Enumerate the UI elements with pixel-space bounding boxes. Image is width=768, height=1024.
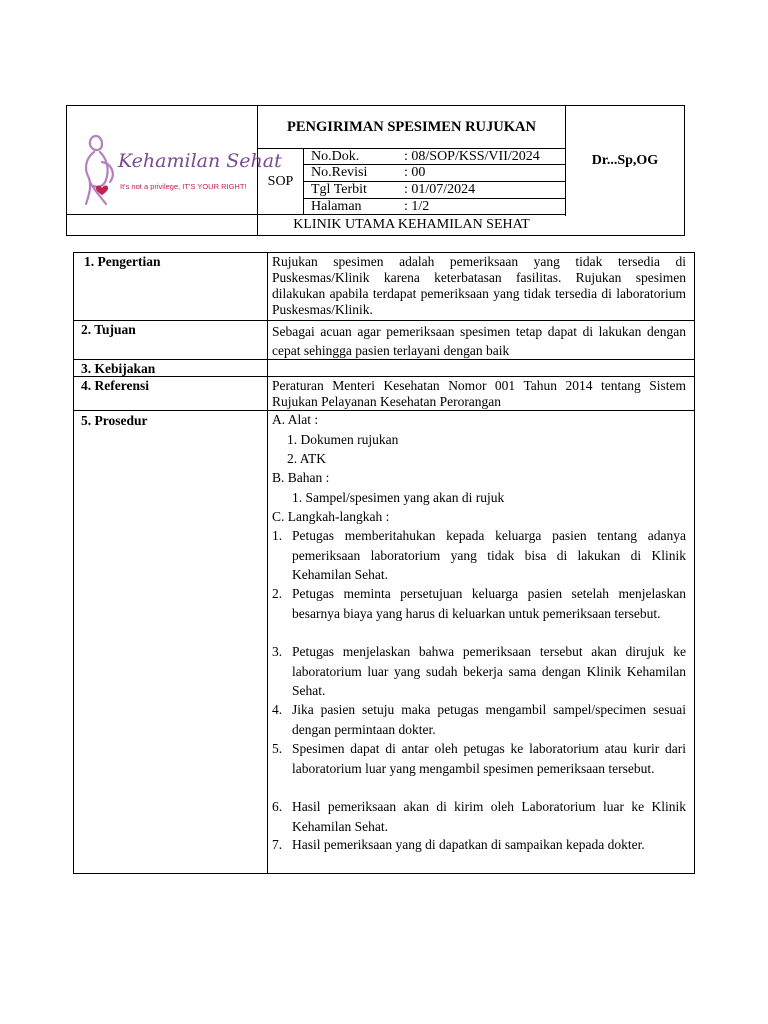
meta-value: : 08/SOP/KSS/VII/2024 xyxy=(404,149,540,164)
list-item xyxy=(272,739,686,778)
step-text: Jika pasien setuju maka petugas mengambil sampel/specimen sesuai dengan permintaan dokter. xyxy=(292,702,686,737)
step-number: 4. xyxy=(272,702,283,717)
list-item xyxy=(272,835,686,855)
list-item xyxy=(272,797,686,836)
step-text: Petugas meminta persetujuan keluarga pasien setelah menjelaskan besarnya biaya yang harus di keluarkan untuk pemeriksaan tersebut. xyxy=(292,586,686,621)
alat-heading: A. Alat : xyxy=(272,412,319,427)
sop-label: SOP xyxy=(267,173,294,189)
section-label-kebijakan: 3. Kebijakan xyxy=(81,361,156,376)
list-item xyxy=(272,700,686,739)
logo-brand: Kehamilan Sehat xyxy=(118,150,282,172)
step-text: Hasil pemeriksaan yang di dapatkan di sampaikan kepada dokter. xyxy=(292,837,645,852)
section-label-referensi: 4. Referensi xyxy=(81,378,149,393)
step-number: 1. xyxy=(272,528,283,543)
meta-value: : 00 xyxy=(404,165,426,180)
meta-key: Halaman xyxy=(311,199,362,214)
list-item: 1. Sampel/spesimen yang akan di rujuk xyxy=(292,490,505,505)
bahan-heading: B. Bahan : xyxy=(272,470,330,485)
list-item xyxy=(272,584,686,623)
section-text-referensi: Peraturan Menteri Kesehatan Nomor 001 Tahun 2014 tentang Sistem Rujukan Pelayanan Kesehatan Perorangan xyxy=(272,378,686,409)
logo-tagline: It's not a privilege, IT'S YOUR RIGHT! xyxy=(120,182,247,191)
step-text: Petugas menjelaskan bahwa pemeriksaan tersebut akan dirujuk ke laboratorium luar yang sudah bekerja sama dengan Klinik Kehamilan Sehat. xyxy=(292,644,686,698)
step-text: Petugas memberitahukan kepada keluarga pasien tentang adanya pemeriksaan laboratorium yang tidak bisa di lakukan di Klinik Kehamilan Sehat. xyxy=(292,528,686,582)
section-text-pengertian: Rujukan spesimen adalah pemeriksaan yang tidak tersedia di Puskesmas/Klinik karena keterbatasan fasilitas. Rujukan spesimen dilakukan apabila terdapat pemeriksaan yang tidak tersedia di laboratorium Puskesmas/Klinik. xyxy=(272,254,686,317)
section-label-pengertian: 1. Pengertian xyxy=(84,254,161,269)
step-text: Hasil pemeriksaan akan di kirim oleh Laboratorium luar ke Klinik Kehamilan Sehat. xyxy=(292,799,686,834)
section-label-prosedur: 5. Prosedur xyxy=(81,413,148,428)
step-number: 2. xyxy=(272,586,283,601)
list-item xyxy=(272,642,686,701)
step-number: 7. xyxy=(272,837,283,852)
meta-key: No.Dok. xyxy=(311,149,360,164)
clinic-name: KLINIK UTAMA KEHAMILAN SEHAT xyxy=(293,217,530,232)
meta-value: : 01/07/2024 xyxy=(404,182,476,197)
doctor-name: Dr...Sp,OG xyxy=(591,152,659,168)
document-title: PENGIRIMAN SPESIMEN RUJUKAN xyxy=(287,118,536,135)
meta-key: No.Revisi xyxy=(311,165,368,180)
langkah-heading: C. Langkah-langkah : xyxy=(272,509,390,524)
step-number: 6. xyxy=(272,799,283,814)
list-item: 1. Dokumen rujukan xyxy=(287,432,399,447)
section-text-tujuan: Sebagai acuan agar pemeriksaan spesimen tetap dapat di lakukan dengan cepat sehingga pasien terlayani dengan baik xyxy=(272,324,686,358)
meta-value: : 1/2 xyxy=(404,199,430,214)
step-number: 3. xyxy=(272,644,283,659)
section-label-tujuan: 2. Tujuan xyxy=(81,322,136,337)
step-text: Spesimen dapat di antar oleh petugas ke laboratorium atau kurir dari laboratorium luar yang mengambil spesimen pemeriksaan tersebut. xyxy=(292,741,686,776)
list-item: 2. ATK xyxy=(287,451,327,466)
list-item xyxy=(272,526,686,585)
meta-key: Tgl Terbit xyxy=(311,182,367,197)
step-number: 5. xyxy=(272,741,283,756)
